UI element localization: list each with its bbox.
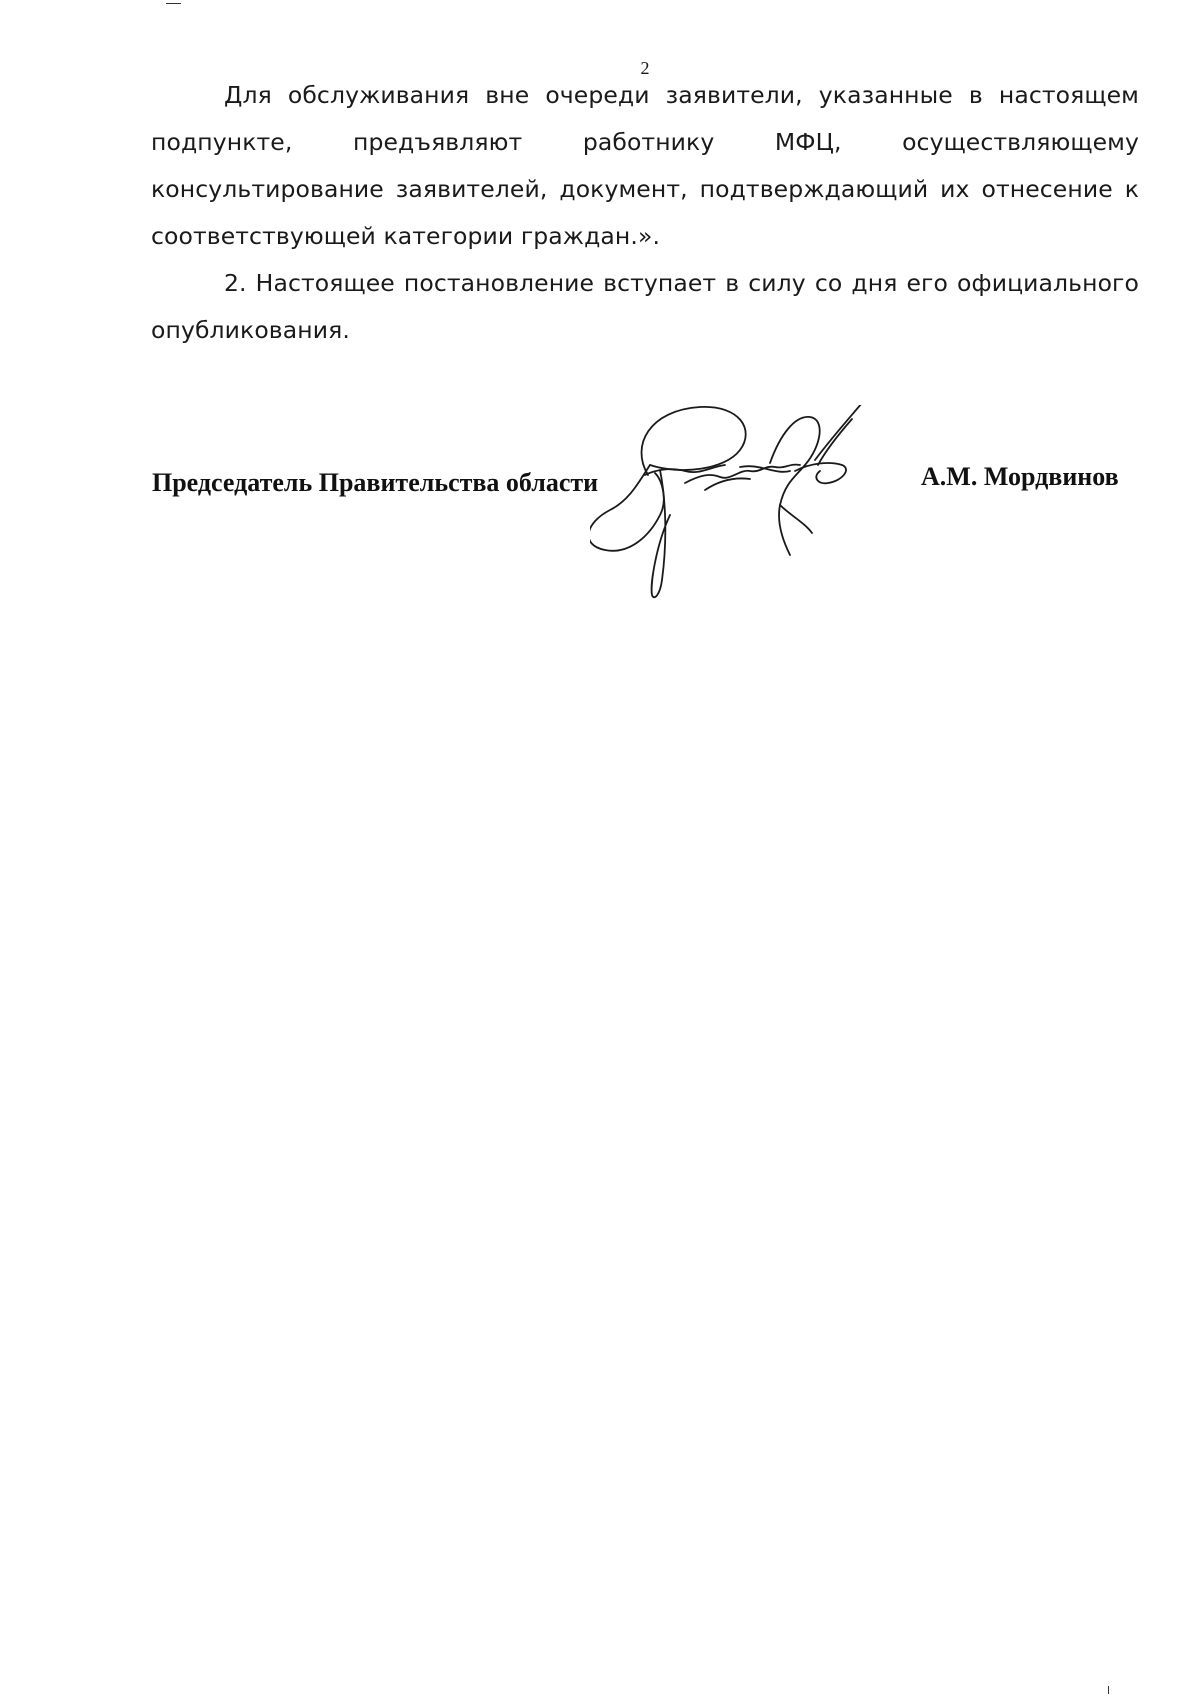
signatory-title: Председатель Правительства области [152,468,599,497]
paragraph-1: Для обслуживания вне очереди заявители, указанные в настоящем подпункте, предъявляют работнику МФЦ, осуществляющему консультирование заявителей, документ, подтверждающий их отнесение к соответствующей категории граждан.». [151,81,1139,250]
scan-mark-top [166,3,181,4]
scan-mark-bottom [1108,1686,1109,1694]
page-number: 2 [640,58,650,78]
handwritten-signature-icon [590,405,950,615]
signatory-name: А.М. Мордвинов [921,462,1119,491]
body-text [151,72,1139,354]
paragraph-2: 2. Настоящее постановление вступает в силу со дня его официального опубликования. [151,269,1139,344]
